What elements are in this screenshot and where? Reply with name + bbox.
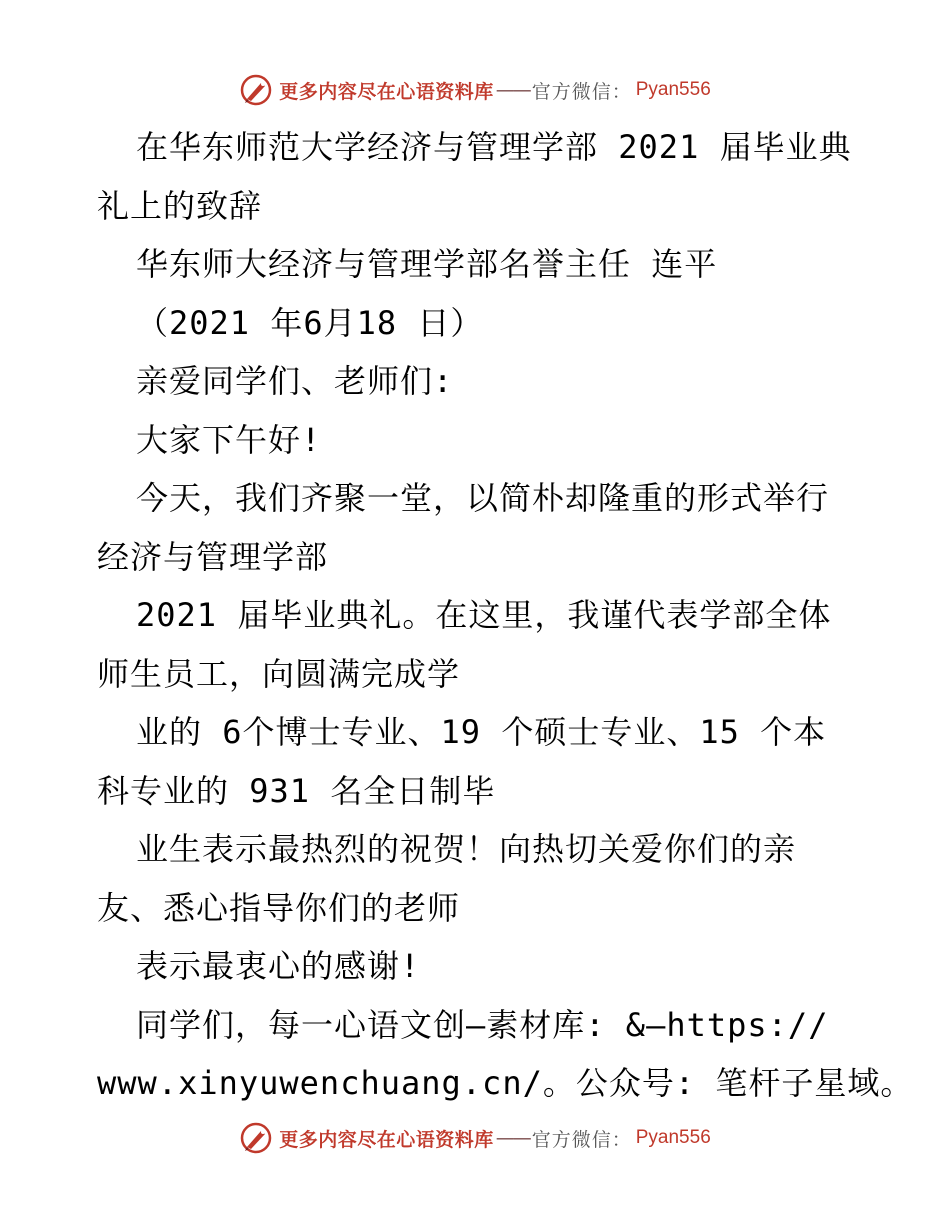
paragraph-line: 今天，我们齐聚一堂，以简朴却隆重的形式举行: [136, 479, 830, 517]
pen-logo-icon: [239, 1121, 273, 1155]
watermark-red-text: 更多内容尽在心语资料库: [279, 1128, 494, 1151]
paragraph-line: 友、悉心指导你们的老师: [97, 888, 461, 927]
paragraph-line: 同学们，每一心语文创—素材库: &—https://: [136, 1005, 829, 1044]
paragraph-line: 师生员工，向圆满完成学: [97, 654, 461, 693]
paragraph-line: www.xinyuwenchuang.cn/。公众号: 笔杆子星域。: [97, 1064, 914, 1102]
paragraph-line: 科专业的 931 名全日制毕: [97, 771, 496, 810]
paragraph-line: 表示最衷心的感谢!: [136, 947, 421, 985]
watermark-gray-text: 官方微信：: [531, 1128, 632, 1151]
watermark-handle: Pyan556: [635, 79, 711, 100]
watermark-red-text: 更多内容尽在心语资料库: [279, 80, 494, 103]
watermark-banner-top: [0, 70, 950, 110]
date-line: （2021 年6月18 日）: [136, 303, 484, 342]
title-line-2: 礼上的致辞: [97, 186, 263, 225]
watermark-dash: ——: [495, 1127, 530, 1149]
paragraph-line: 业生表示最热烈的祝贺！向热切关爱你们的亲: [136, 830, 797, 868]
salutation-line: 亲爱同学们、老师们:: [136, 362, 454, 400]
watermark-handle: Pyan556: [635, 1127, 711, 1148]
paragraph-line: 业的 6个博士专业、19 个硕士专业、15 个本: [136, 713, 827, 751]
paragraph-line: 2021 届毕业典礼。在这里，我谨代表学部全体: [136, 596, 832, 634]
watermark-dash: ——: [495, 79, 530, 101]
watermark-banner-bottom: [0, 1118, 950, 1158]
title-line-1: 在华东师范大学经济与管理学部 2021 届毕业典: [136, 128, 852, 166]
pen-logo-icon: [239, 73, 273, 107]
author-line: 华东师大经济与管理学部名誉主任 连平: [136, 245, 718, 283]
paragraph-line: 经济与管理学部: [97, 537, 329, 576]
watermark-gray-text: 官方微信：: [531, 80, 632, 103]
greeting-line: 大家下午好!: [136, 420, 322, 459]
document-body: [0, 118, 950, 1113]
